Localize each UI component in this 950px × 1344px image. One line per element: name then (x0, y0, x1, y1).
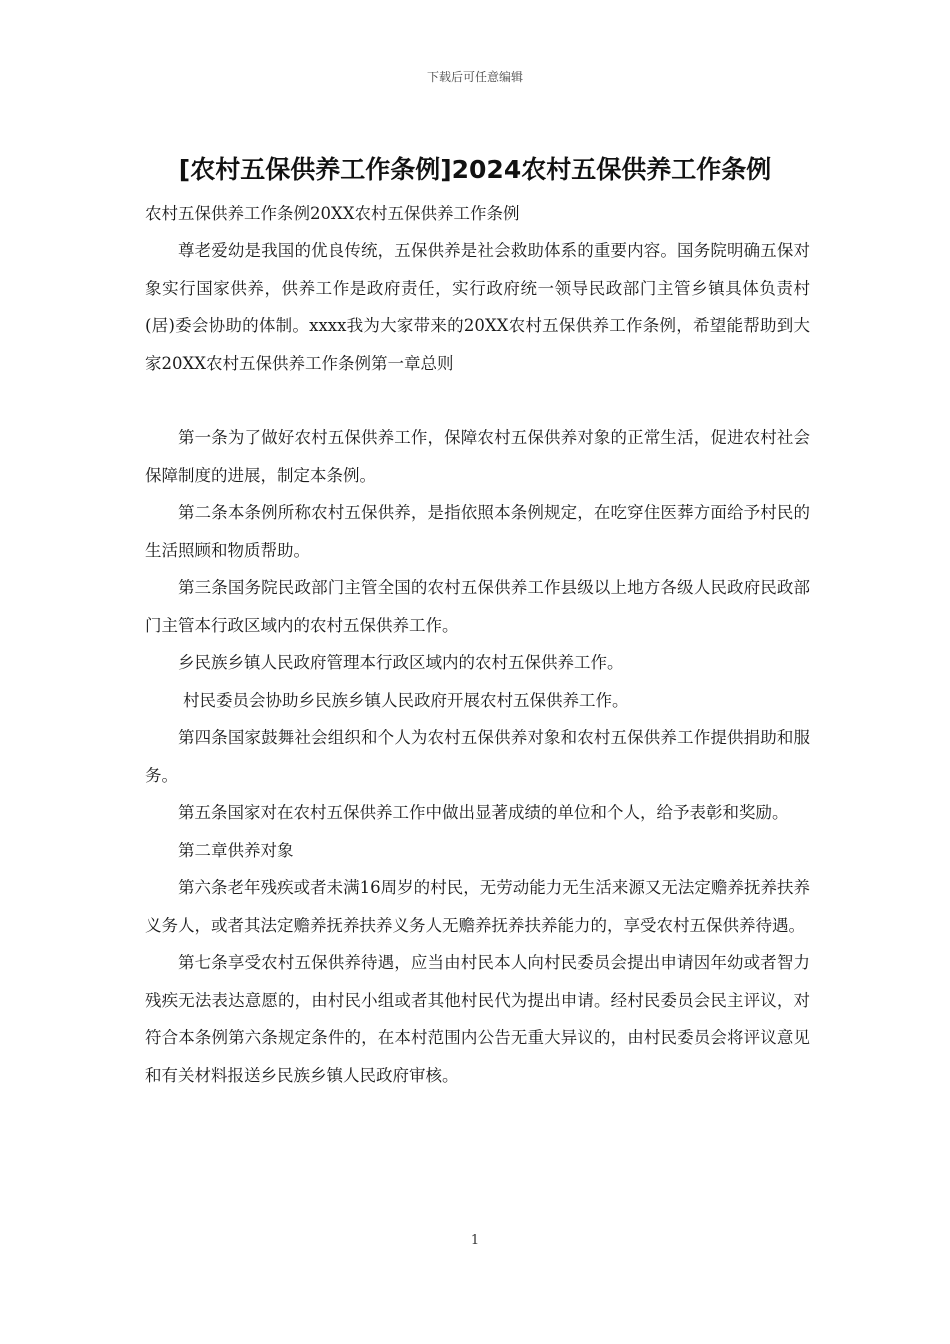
document-title: [农村五保供养工作条例]2024农村五保供养工作条例 (178, 155, 772, 184)
paragraph-article-5: 第五条国家对在农村五保供养工作中做出显著成绩的单位和个人，给予表彰和奖励。 (178, 803, 789, 822)
chapter-2-heading: 第二章供养对象 (178, 840, 294, 860)
paragraph-intro: 尊老爱幼是我国的优良传统，五保供养是社会救助体系的重要内容。国务院明确五保对象实行国家供养，供养工作是政府责任，实行政府统一领导民政部门主管乡镇具体负责村(居)委会协助的体制。xxxx我为大家带来的20XX农村五保供养工作条例，希望能帮助到大家20XX农村五保供养工作条例第一章总则 (145, 241, 810, 373)
header-note: 下载后可任意编辑 (426, 70, 523, 84)
paragraph-article-6: 第六条老年残疾或者未满16周岁的村民，无劳动能力无生活来源又无法定赡养抚养扶养义务人，或者其法定赡养抚养扶养义务人无赡养抚养扶养能力的，享受农村五保供养待遇。 (145, 878, 810, 935)
paragraph-article-3: 第三条国务院民政部门主管全国的农村五保供养工作县级以上地方各级人民政府民政部门主管本行政区域内的农村五保供养工作。 (145, 578, 810, 635)
document-subtitle: 农村五保供养工作条例20XX农村五保供养工作条例 (145, 204, 520, 223)
paragraph-article-7: 第七条享受农村五保供养待遇，应当由村民本人向村民委员会提出申请因年幼或者智力残疾无法表达意愿的，由村民小组或者其他村民代为提出申请。经村民委员会民主评议，对符合本条例第六条规定条件的，在本村范围内公告无重大异议的，由村民委员会将评议意见和有关材料报送乡民族乡镇人民政府审核。 (145, 953, 810, 1085)
paragraph-township: 乡民族乡镇人民政府管理本行政区域内的农村五保供养工作。 (178, 653, 624, 672)
document-body (145, 232, 810, 1094)
paragraph-village-committee: 村民委员会协助乡民族乡镇人民政府开展农村五保供养工作。 (183, 690, 629, 710)
page-number: 1 (470, 1233, 480, 1248)
paragraph-article-4: 第四条国家鼓舞社会组织和个人为农村五保供养对象和农村五保供养工作提供捐助和服务。 (145, 728, 810, 785)
paragraph-article-2: 第二条本条例所称农村五保供养，是指依照本条例规定，在吃穿住医葬方面给予村民的生活照顾和物质帮助。 (145, 503, 810, 560)
paragraph-article-1: 第一条为了做好农村五保供养工作，保障农村五保供养对象的正常生活，促进农村社会保障制度的进展，制定本条例。 (145, 428, 810, 485)
